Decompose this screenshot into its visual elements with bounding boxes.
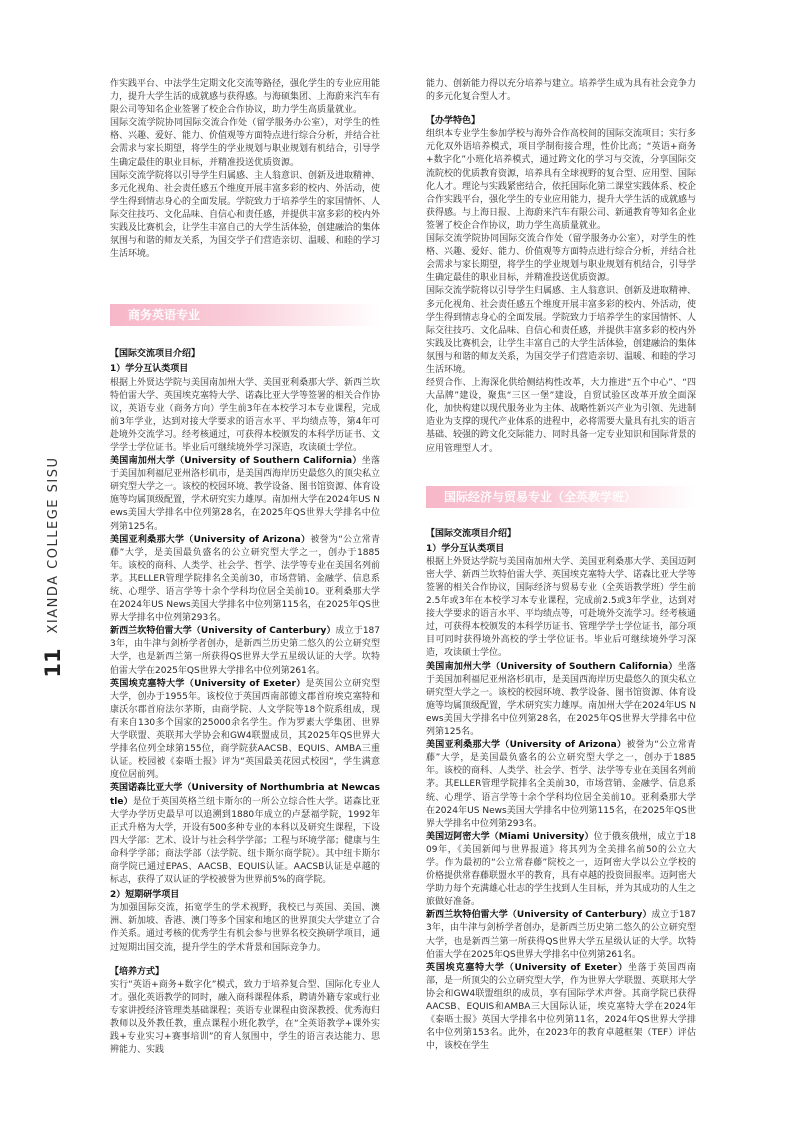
- university-text: 是英国公立研究型大学，创办于1955年。该校位于英国西南部德文郡首府埃克塞特和康沃尔郡首府法尔茅斯，由商学院、人文学院等18个院系组成，现有来自130多个国家的25000余名学生。作为罗素大学集团、世界大学联盟、英联邦大学协会和GW4联盟成员，其2025年QS世界大学排名位列全球第155位，商学院获AACSB、EQUIS、AMBA三重认证。校园被《泰晤士报》评为“英国最美花园式校园”，学生满意度位居前列。: [110, 678, 380, 781]
- university-text: 被誉为“公立常青藤”大学，是美国最负盛名的公立研究型大学之一，创办于1885年。该校的商科、人类学、社会学、哲学、法学等专业在美国名列前茅。其ELLER管理学院排名全美前30，市场营销、金融学、信息系统、心理学、语言学等十余个学科均位居全美前10。亚利桑那大学在2024年US News美国大学排名中位列第115名，在2025年QS世界大学排名中位列第293名。: [426, 740, 697, 829]
- section-banner-international-trade: 国际经济与贸易专业（全英教学班）: [426, 486, 696, 508]
- school-name: XIANDA COLLEGE SISU: [46, 456, 61, 634]
- university-name: 英国埃克塞特大学（University of Exeter）: [426, 962, 628, 973]
- university-name: 美国南加州大学（University of Southern California）: [426, 661, 678, 672]
- intro-paragraph: 国际交流学院将以引导学生归属感、主人翁意识、创新及进取精神、多元化视角、社会责任感五个维度开展丰富多彩的校内、外活动，使学生得到情志身心的全面发展。学院致力于培养学生的家国情怀、人际交往技巧、文化品味、自信心和责任感，并提供丰富多彩的校内外实践及比赛机会，让学生丰富自己的大学生活体验，创建融洽的集体氛围与和谐的师友关系，为国交学子们营造亲切、温暖、和睦的学习生活环境。: [110, 170, 381, 260]
- training-text: 实行“英语+商务+数字化”模式，致力于培养复合型、国际化专业人才。强化英语教学的同时，融入商科课程体系，聘请外籍专家或行业专家讲授经济管理类基础课程；英语专业课程由资深教授、优秀海归教师以及外教任教，重点课程小班化教学，在“全英语教学+课外实践+专业实习+赛事培训”的育人氛围中，学生的语言表达能力、思辨能力、实践: [110, 979, 381, 1056]
- left-column: [110, 78, 380, 1057]
- short-program-text: 为加强国际交流，拓宽学生的学术视野，我校已与英国、美国、澳洲、新加坡、香港、澳门等多个国家和地区的世界顶尖大学建立了合作关系。通过考核的优秀学生有机会参与世界名校交换研学项目，通过短期出国交流，提升学生的学术背景和国际竞争力。: [110, 903, 381, 953]
- university-name: 美国亚利桑那大学（University of Arizona）: [110, 534, 311, 545]
- feature-paragraph: 经贸合作、上海深化供给侧结构性改革，大力推进“五个中心”、“四大品牌”建设，聚焦“三区一堡”建设，自贸试验区改革开放全面深化，加快构建以现代服务业为主体、战略性新兴产业为引领、先进制造业为支撑的现代产业体系的进程中，必将需要大量具有扎实的语言基础、较强的跨文化交际能力、同时具备一定专业知识和国际背景的应用管理型人才。: [426, 378, 697, 454]
- right-column: [426, 78, 696, 1053]
- credit-program-text: 根据上外贤达学院与美国南加州大学、美国亚利桑那大学、美国迈阿密大学、新西兰坎特伯雷大学、英国埃克塞特大学、诺森比亚大学等签署的相关合作协议，国际经济与贸易专业（全英语教学班）学生前2.5年或3年在本校学习本专业课程，完成前2.5或3年学业，达到对接大学要求的语言水平、平均绩点等，可赴境外交流学习。经考核通过，可获得本校颁发的本科学历证书、管理学学士学位证书，部分项目可同时获得境外高校的学士学位证书。毕业后可继续境外学习深造，攻读硕士学位。: [426, 556, 697, 659]
- intro-paragraph: 能力、创新能力得以充分培养与建立。培养学生成为具有社会竞争力的多元化复合型人才。: [426, 79, 697, 103]
- page-number: 11: [41, 648, 65, 678]
- section-banner-business-english: 商务英语专业: [110, 304, 380, 326]
- university-name: 新西兰坎特伯雷大学（University of Canterbury）: [110, 626, 336, 637]
- university-text: 坐落于英国西南部，是一所顶尖的公立研究型大学，作为世界大学联盟、英联邦大学协会和GW4联盟组织的成员，享有国际学术声誉。其商学院已获得AACSB、EQUIS和AMBA三大国际认证，埃克塞特大学在2024年《泰晤士报》英国大学排名中位列第11名，2024年QS世界大学排名中位列第153名。此外，在2023年的教育卓越框架（TEF）评估中，该校在学生: [426, 962, 697, 1052]
- intro-paragraph: 作实践平台、中法学生定期文化交流等路径，强化学生的专业应用能力，提升大学生活的成就感与获得感。与海硕集团、上海蔚来汽车有限公司等知名企业签署了校企合作协议，助力学生高质量就业。: [110, 79, 381, 116]
- credit-program-heading: 1）学分互认类项目: [426, 543, 505, 554]
- feature-paragraph: 国际交流学院协同国际交流合作处（留学服务办公室），对学生的性格、兴趣、爱好、能力、价值观等方面特点进行综合分析，并结合社会需求与家长期望，将学生的学业规划与职业规划有机结合，引导学生确定最佳的职业目标，并精准投送优质资源。: [426, 234, 697, 284]
- credit-program-text: 根据上外贤达学院与美国南加州大学、美国亚利桑那大学、新西兰坎特伯雷大学、英国埃克塞特大学、诺森比亚大学等签署的相关合作协议，英语专业（商务方向）学生前3年在本校学习本专业课程，完成前3年学业，达到对接大学要求的语言水平、平均绩点等，第4年可赴境外交流学习。经考核通过，可获得本校颁发的本科学历证书、文学学士学位证书。毕业后可继续境外学习深造，攻读硕士学位。: [110, 377, 381, 453]
- university-text: 坐落于美国加利福尼亚州洛杉矶市，是美国西海岸历史最悠久的顶尖私立研究型大学之一。该校的校园环境、教学设备、图书馆资源、体育设施等均属顶级配置，学术研究实力雄厚。南加州大学在2024年US News美国大学排名中位列第28名，在2025年QS世界大学排名中位列第125名。: [426, 661, 697, 738]
- university-name: 美国南加州大学（University of Southern California）: [110, 456, 362, 467]
- intro-paragraph: 国际交流学院协同国际交流合作处（留学服务办公室），对学生的性格、兴趣、爱好、能力、价值观等方面特点进行综合分析，并结合社会需求与家长期望，将学生的学业规划与职业规划有机结合，引导学生确定最佳的职业目标，并精准投送优质资源。: [110, 118, 381, 168]
- feature-heading: 【办学特色】: [426, 116, 481, 127]
- university-name: 美国亚利桑那大学（University of Arizona）: [426, 740, 627, 751]
- feature-paragraph: 国际交流学院将以引导学生归属感、主人翁意识、创新及进取精神、多元化视角、社会责任感五个维度开展丰富多彩的校内、外活动，使学生得到情志身心的全面发展。学院致力于培养学生的家国情怀、人际交往技巧、文化品味、自信心和责任感，并提供丰富多彩的校内外实践及比赛机会，让学生丰富自己的大学生活体验，创建融洽的集体氛围与和谐的师友关系，为国交学子们营造亲切、温暖、和睦的学习生活环境。: [426, 286, 697, 375]
- credit-program-heading: 1）学分互认类项目: [110, 364, 189, 375]
- university-text: 成立于1873年，由牛津与剑桥学者创办，是新西兰历史第二悠久的公立研究型大学，也是新西兰第一所获得QS世界大学五星级认证的大学。坎特伯雷大学在2025年QS世界大学排名中位列第261名。: [110, 626, 380, 676]
- university-name: 新西兰坎特伯雷大学（University of Canterbury）: [426, 910, 652, 921]
- university-name: 美国迈阿密大学（Miami University）: [426, 831, 594, 842]
- exchange-heading: 【国际交流项目介绍】: [110, 349, 201, 360]
- university-text: 坐落于美国加利福尼亚州洛杉矶市，是美国西海岸历史最悠久的顶尖私立研究型大学之一。该校的校园环境、教学设备、图书馆资源、体育设施等均属顶级配置，学术研究实力雄厚。南加州大学在2024年US News美国大学排名中位列第28名，在2025年QS世界大学排名中位列第125名。: [110, 456, 381, 532]
- university-text: 被誉为“公立常青藤”大学，是美国最负盛名的公立研究型大学之一，创办于1885年。该校的商科、人类学、社会学、哲学、法学等专业在美国名列前茅。其ELLER管理学院排名全美前30，市场营销、金融学、信息系统、心理学、语言学等十余个学科均位居全美前10。亚利桑那大学在2024年US News美国大学排名中位列第115名，在2025年QS世界大学排名中位列第293名。: [110, 534, 381, 624]
- university-name: 英国诺森比亚大学（University of Northumbria at Newcastle）: [110, 783, 380, 807]
- training-heading: 【培养方式】: [110, 966, 165, 977]
- university-text: 成立于1873年，由牛津与剑桥学者创办，是新西兰历史第二悠久的公立研究型大学，也是新西兰第一所获得QS世界大学五星级认证的大学。坎特伯雷大学在2025年QS世界大学排名中位列第261名。: [426, 910, 696, 960]
- feature-paragraph: 组织本专业学生参加学校与海外合作高校间的国际交流项目；实行多元化双外语培养模式，项目学制衔接合理，性价比高；“英语+商务+数字化”小班化培养模式，通过跨文化的学习与交流，分享国际交流院校的优质教育资源，培养具有全球视野的复合型、应用型、国际化人才。理论与实践紧密结合，依托国际化第二课堂实践体系、校企合作实践平台，强化学生的专业应用能力，提升大学生活的成就感与获得感。与上海日报、上海蔚来汽车有限公司、新通教育等知名企业签署了校企合作协议，助力学生高质量就业。: [426, 129, 697, 231]
- exchange-heading: 【国际交流项目介绍】: [426, 528, 517, 539]
- university-text: 是位于英国英格兰纽卡斯尔的一所公立综合性大学。诺森比亚大学办学历史最早可以追溯到1880年成立的卢瑟福学院，1992年正式升格为大学，开设有500多种专业的本科以及研究生课程，下设四大学部：艺术、设计与社会科学学部；工程与环境学部；健康与生命科学学部；商法学部（法学院、纽卡斯尔商学院）。其中纽卡斯尔商学院已通过EPAS、AACSB、EQUIS认证。AACSB认证是卓越的标志，获得了双认证的学校被誉为世界前5%的商学院。: [110, 796, 381, 886]
- university-text: 位于俄亥俄州，成立于1809年，《美国新闻与世界报道》将其列为全美排名前50的公立大学。作为最初的“公立常春藤”院校之一，迈阿密大学以公立学校的价格提供常春藤联盟水平的教育，具有卓越的投资回报率。迈阿密大学助力每个充满雄心壮志的学生找到人生目标，并为其成功的人生之旅做好准备。: [426, 831, 697, 908]
- side-label: [38, 450, 68, 710]
- short-program-heading: 2）短期研学项目: [110, 890, 180, 901]
- university-name: 英国埃克塞特大学（University of Exeter）: [110, 678, 306, 689]
